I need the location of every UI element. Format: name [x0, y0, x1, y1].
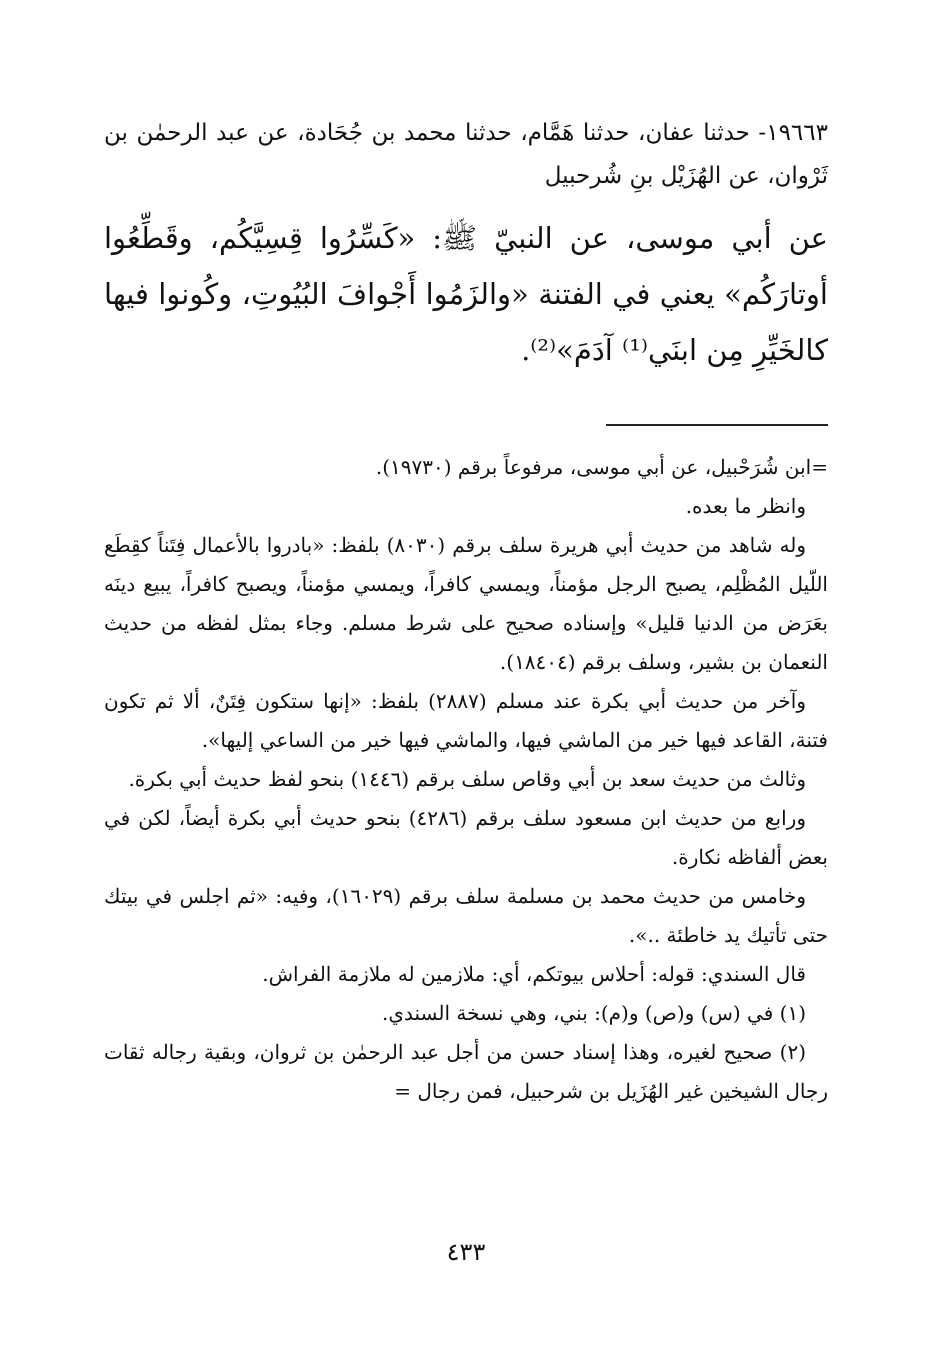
footnote-paragraph: وله شاهد من حديث أبي هريرة سلف برقم (٨٠٣٠) بلفظ: «بادروا بالأعمال فِتَناً كقِطَع اللّيل المُظْلِم، يصبح الرجل مؤمناً، ويمسي كافراً، ويمسي مؤمناً، ويصبح كافراً، يبيع دينَه بعَرَض من الدنيا قليل» وإسناده صحيح على شرط مسلم. وجاء بمثل لفظه من حديث النعمان بن بشير، وسلف برقم (١٨٤٠٤).	[104, 533, 828, 674]
footnote-separator	[606, 424, 828, 426]
footnote-paragraph: وآخر من حديث أبي بكرة عند مسلم (٢٨٨٧) بلفظ: «إنها ستكون فِتَنٌ، ألا ثم تكون فتنة، القاعد فيها خير من الماشي فيها، والماشي فيها خير من الساعي إليها».	[104, 689, 828, 752]
footnote-paragraph: قال السندي: قوله: أحلاس بيوتكم، أي: ملازمين له ملازمة الفراش.	[262, 962, 806, 986]
hadith-matn: عن أبي موسى، عن النبيّ ﷺ: «كَسِّرُوا قِسِيَّكُم، وقَطِّعُوا أوتارَكُم» يعني في الفتنة «والزَمُوا أَجْوافَ البُيُوتِ، وكُونوا فيها كالخَيِّرِ مِن ابنَي⁽¹⁾ آدَمَ»⁽²⁾.	[104, 221, 828, 367]
footnote-paragraph: ورابع من حديث ابن مسعود سلف برقم (٤٢٨٦) بنحو حديث أبي بكرة أيضاً، لكن في بعض ألفاظه نكارة.	[104, 806, 828, 869]
footnote-continuation: =ابن شُرَحْبيل، عن أبي موسى، مرفوعاً برقم (١٩٧٣٠).	[375, 455, 828, 479]
page-number: ٤٣٣	[446, 1238, 486, 1266]
footnotes	[104, 448, 828, 1111]
footnote-paragraph: وانظر ما بعده.	[685, 494, 806, 518]
footnote-2: (٢) صحيح لغيره، وهذا إسناد حسن من أجل عبد الرحمٰن بن ثروان، وبقية رجاله ثقات رجال الشيخين غير الهُزَيل بن شرحبيل، فمن رجال =	[104, 1040, 828, 1103]
footnote-paragraph: وثالث من حديث سعد بن أبي وقاص سلف برقم (١٤٤٦) بنحو لفظ حديث أبي بكرة.	[128, 767, 806, 791]
hadith-isnad: ١٩٦٦٣- حدثنا عفان، حدثنا هَمَّام، حدثنا محمد بن جُحَادة، عن عبد الرحمٰن بن ثَرْوان، عن الهُزَيْل بنِ شُرحبيل	[104, 120, 828, 189]
footnote-paragraph: وخامس من حديث محمد بن مسلمة سلف برقم (١٦٠٢٩)، وفيه: «ثم اجلس في بيتك حتى تأتيك يد خاطئة ..».	[104, 884, 828, 947]
footnote-1: (١) في (س) و(ص) و(م): بني، وهي نسخة السندي.	[382, 1001, 806, 1025]
